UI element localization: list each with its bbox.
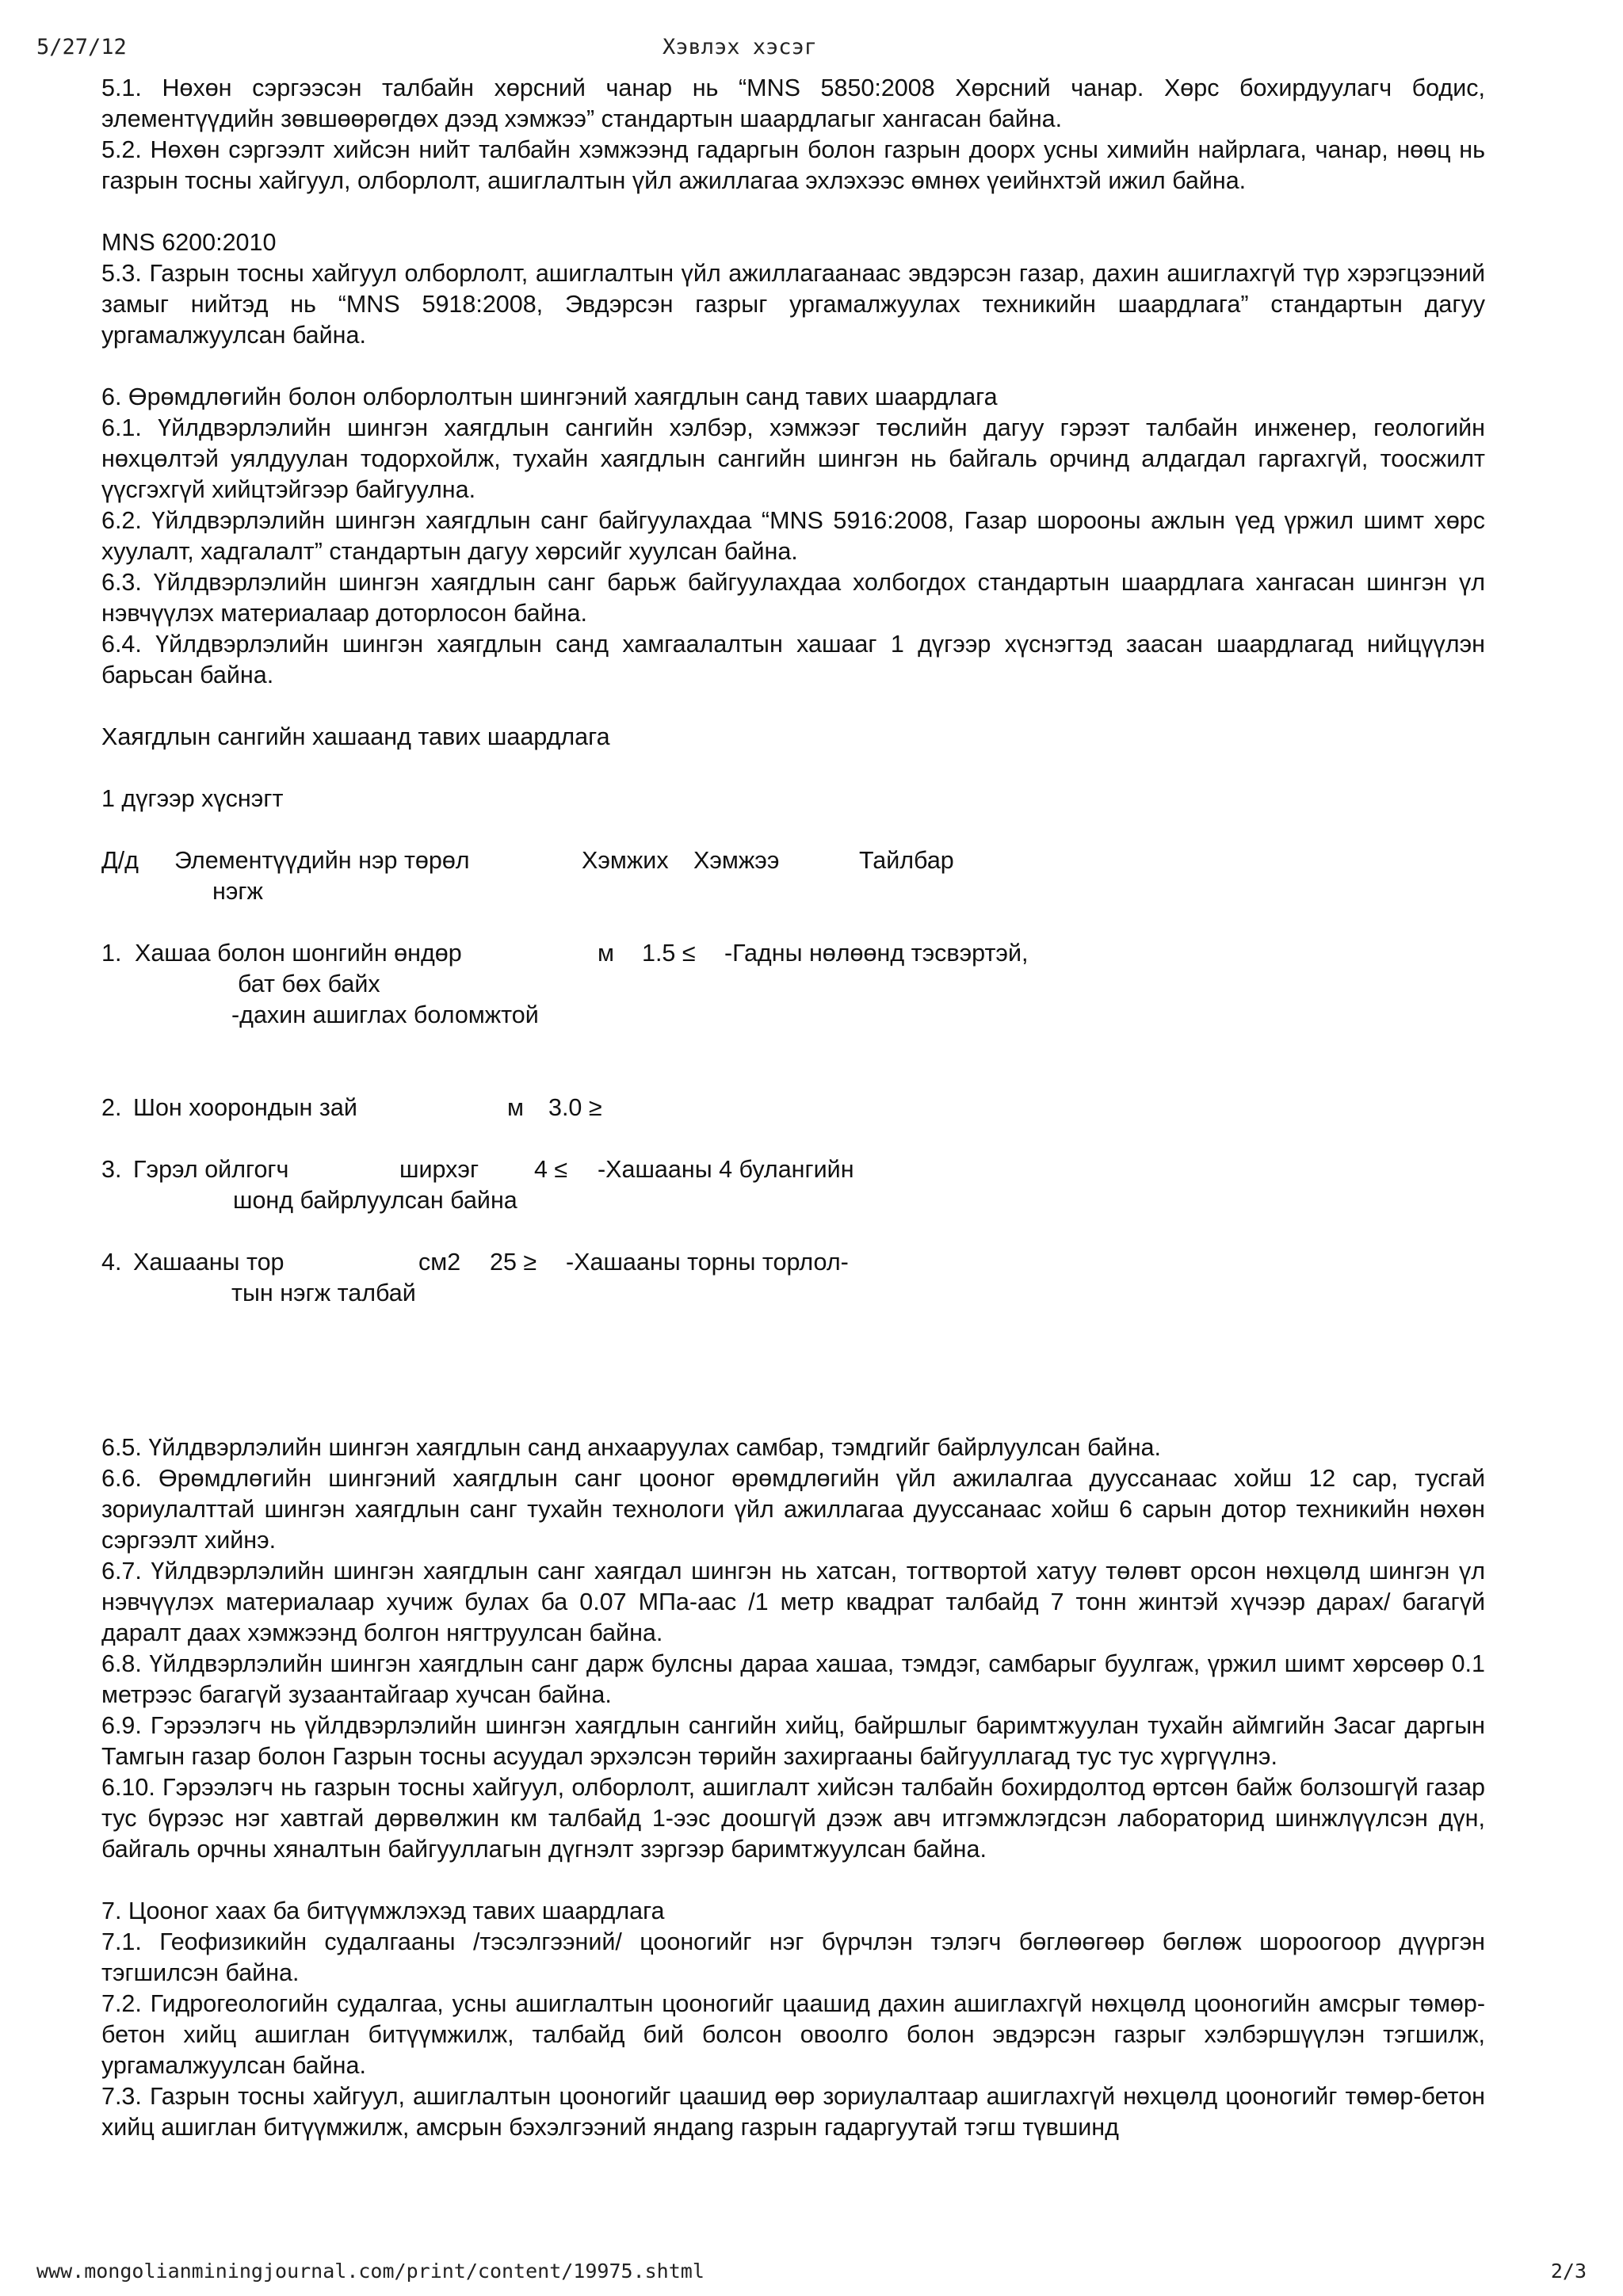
standard-code: MNS 6200:2010 [101,229,277,256]
paragraph-6-2: 6.2. Үйлдвэрлэлийн шингэн хаягдлын санг байгуулахдаа “MNS 5916:2008, Газар шорооны ажлын үед үржил шимт хөрс хуулалт, хадгалалт” стандартын дагуу хөрсийг хуулсан байна. [101,507,1485,565]
table-cell-note: тын нэгж талбай [231,1280,416,1306]
table-header-cell: Элементүүдийн нэр төрөл [174,847,470,874]
table-cell-note: шонд байрлуулсан байна [233,1187,517,1214]
table-cell-value: 25 ≥ [490,1249,537,1276]
paragraph-6-3: 6.3. Үйлдвэрлэлийн шингэн хаягдлын санг барьж байгуулахдаа холбогдох стандартын шаардлага хангасан шингэн үл нэвчүүлэх материалаар доторлосон байна. [101,569,1485,627]
paragraph-6-4: 6.4. Үйлдвэрлэлийн шингэн хаягдлын санд хамгаалалтын хашааг 1 дүгээр хүснэгтэд заасан шаардлагад нийцүүлэн барьсан байна. [101,631,1485,688]
paragraph-5-2: 5.2. Нөхөн сэргээлт хийсэн нийт талбайн хэмжээнд гадаргын болон газрын доорх усны химийн найрлага, чанар, нөөц нь газрын тосны хайгуул, олборлолт, ашиглалтын үйл ажиллагаа эхлэхээс өмнөх үеийнхтэй ижил байна. [101,136,1485,194]
paragraph-6-1: 6.1. Үйлдвэрлэлийн шингэн хаягдлын сангийн хэлбэр, хэмжээг төслийн дагуу гэрээт талбайн инженер, геологийн нөхцөлтэй уялдуулан тодорхойлж, тухайн хаягдлын сангийн шингэн нь байгаль орчинд алдагдал гаргахгүй, тоосжилт үүсгэхгүй хийцтэйгээр байгуулна. [101,414,1485,503]
paragraph-6-5: 6.5. Үйлдвэрлэлийн шингэн хаягдлын санд анхааруулах самбар, тэмдгийг байрлуулсан байна. [101,1434,1161,1461]
table-cell-note: -Хашааны 4 булангийн [598,1156,854,1183]
table-header-cell: Хэмжих [582,847,669,874]
table-cell-note: -дахин ашиглах боломжтой [231,1001,539,1028]
table-cell-name: Гэрэл ойлгогч [133,1156,289,1183]
print-page-title: Хэвлэх хэсэг [663,35,818,59]
paragraph-6-10: 6.10. Гэрээлэгч нь газрын тосны хайгуул, олборлолт, ашиглалт хийсэн талбайн бохирдолтод өртсөн байж болзошгүй газар тус бүрээс нэг хавтгай дөрвөлжин км талбайд 1-ээс доошгүй дээж авч итгэмжлэгдсэн лабораторид шинжлүүлсэн дүн, байгаль орчны хяналтын байгууллагын дүгнэлт зэргээр баримтжуулсан байна. [101,1774,1485,1863]
table-cell-index: 1. [101,940,122,967]
section-6-heading: 6. Өрөмдлөгийн болон олборлолтын шингэний хаягдлын санд тавих шаардлага [101,383,998,410]
table-cell-unit: ширхэг [399,1156,479,1183]
print-date: 5/27/12 [36,35,127,59]
table-cell-note: бат бөх байх [238,971,380,997]
table-header-row [101,845,1485,876]
table-cell-unit: м [598,940,614,967]
paragraph-7-2: 7.2. Гидрогеологийн судалгаа, усны ашиглалтын цооногийг цаашид дахин ашиглахгүй нөхцөлд цооногийн амсрыг төмөр-бетон хийц ашиглан битүүмжилж, талбайд бий болсон овоолго болон эвдэрсэн газрыг хэлбэршүүлэн тэгшилж, ургамалжуулсан байна. [101,1990,1485,2079]
document-body [101,73,1485,2143]
table-row [101,1093,1485,1123]
table-cell-value: 4 ≤ [534,1156,568,1183]
section-7-heading: 7. Цооног хаах ба битүүмжлэхэд тавих шаардлага [101,1897,665,1924]
print-footer [36,2260,1587,2291]
table-cell-unit: см2 [418,1249,461,1276]
paragraph-6-9: 6.9. Гэрээлэгч нь үйлдвэрлэлийн шингэн хаягдлын сангийн хийц, байршлыг баримтжуулан тухайн аймгийн Засаг даргын Тамгын газар болон Газрын тосны асуудал эрхэлсэн төрийн захиргааны байгууллагад тус тус хүргүүлнэ. [101,1712,1485,1770]
table-row [101,938,1485,969]
table-header-cell: Д/д [101,847,139,874]
table-cell-index: 2. [101,1094,122,1121]
paragraph-7-1: 7.1. Геофизикийн судалгааны /тэсэлгээний/ цооногийг нэг бүрчлэн тэлэгч бөглөөгөөр бөглөж шороогоор дүүргэн тэгшилсэн байна. [101,1928,1485,1986]
table-cell-name: Шон хоорондын зай [133,1094,357,1121]
table-caption: 1 дүгээр хүснэгт [101,785,284,812]
paragraph-6-8: 6.8. Үйлдвэрлэлийн шингэн хаягдлын санг дарж булсны дараа хашаа, тэмдэг, самбарыг буулгаж, үржил шимт хөрсөөр 0.1 метрээс багагүй зузаантайгаар хучсан байна. [101,1650,1485,1708]
table-header-cell: Тайлбар [859,847,954,874]
table-cell-value: 1.5 ≤ [642,940,696,967]
table-cell-note: -Гадны нөлөөнд тэсвэртэй, [724,940,1029,967]
table-header-cell: нэгж [212,878,263,905]
table-cell-name: Хашааны тор [133,1249,285,1276]
table-row [101,1247,1485,1278]
paragraph-7-3: 7.3. Газрын тосны хайгуул, ашиглалтын цооногийг цаашид өөр зориулалтаар ашиглахгүй нөхцөлд цооногийг төмөр-бетон хийц ашиглан битүүмжилж, амсрын бэхэлгээний яндang газрын гадаргуутай тэгш түвшинд [101,2083,1485,2141]
table-cell-index: 4. [101,1249,122,1276]
page-number: 2/3 [1550,2260,1587,2283]
table-cell-note: -Хашааны торны торлол- [566,1249,849,1276]
table-header-cell: Хэмжээ [693,847,780,874]
table-row [101,1154,1485,1185]
page-url[interactable]: www.mongolianminingjournal.com/print/content/19975.shtml [36,2260,705,2283]
table-cell-value: 3.0 ≥ [548,1094,602,1121]
paragraph-6-6: 6.6. Өрөмдлөгийн шингэний хаягдлын санг цооног өрөмдлөгийн үйл ажилалгаа дууссанаас хойш 12 сар, тусгай зориулалттай шингэн хаягдлын санг тухайн технологи үйл ажиллагаа дууссанаас хойш 6 сарын дотор техникийн нөхөн сэргээлт хийнэ. [101,1465,1485,1554]
paragraph-6-7: 6.7. Үйлдвэрлэлийн шингэн хаягдлын санг хаягдал шингэн нь хатсан, тогтвортой хатуу төлөвт орсон нөхцөлд шингэн үл нэвчүүлэх материалаар хучиж булах ба 0.07 МПа-аас /1 метр квадрат талбайд 7 тонн жинтэй хүчээр дарах/ багагүй даралт даах хэмжээнд болгон нягтруулсан байна. [101,1558,1485,1646]
table-cell-index: 3. [101,1156,122,1183]
fence-requirements-table [101,845,1485,1309]
fence-requirements-heading: Хаягдлын сангийн хашаанд тавих шаардлага [101,723,610,750]
paragraph-5-1: 5.1. Нөхөн сэргээсэн талбайн хөрсний чанар нь “MNS 5850:2008 Хөрсний чанар. Хөрс бохирдуулагч бодис, элементүүдийн зөвшөөрөгдөх дээд хэмжээ” стандартын шаардлагыг хангасан байна. [101,74,1485,132]
table-cell-name: Хашаа болон шонгийн өндөр [135,940,462,967]
table-cell-unit: м [507,1094,524,1121]
print-header [36,35,1587,67]
paragraph-5-3: 5.3. Газрын тосны хайгуул олборлолт, ашиглалтын үйл ажиллагаанаас эвдэрсэн газар, дахин ашиглахгүй түр хэрэгцээний замыг нийтэд нь “MNS 5918:2008, Эвдэрсэн газрыг ургамалжуулах техникийн шаардлага” стандартын дагуу ургамалжуулсан байна. [101,260,1485,349]
